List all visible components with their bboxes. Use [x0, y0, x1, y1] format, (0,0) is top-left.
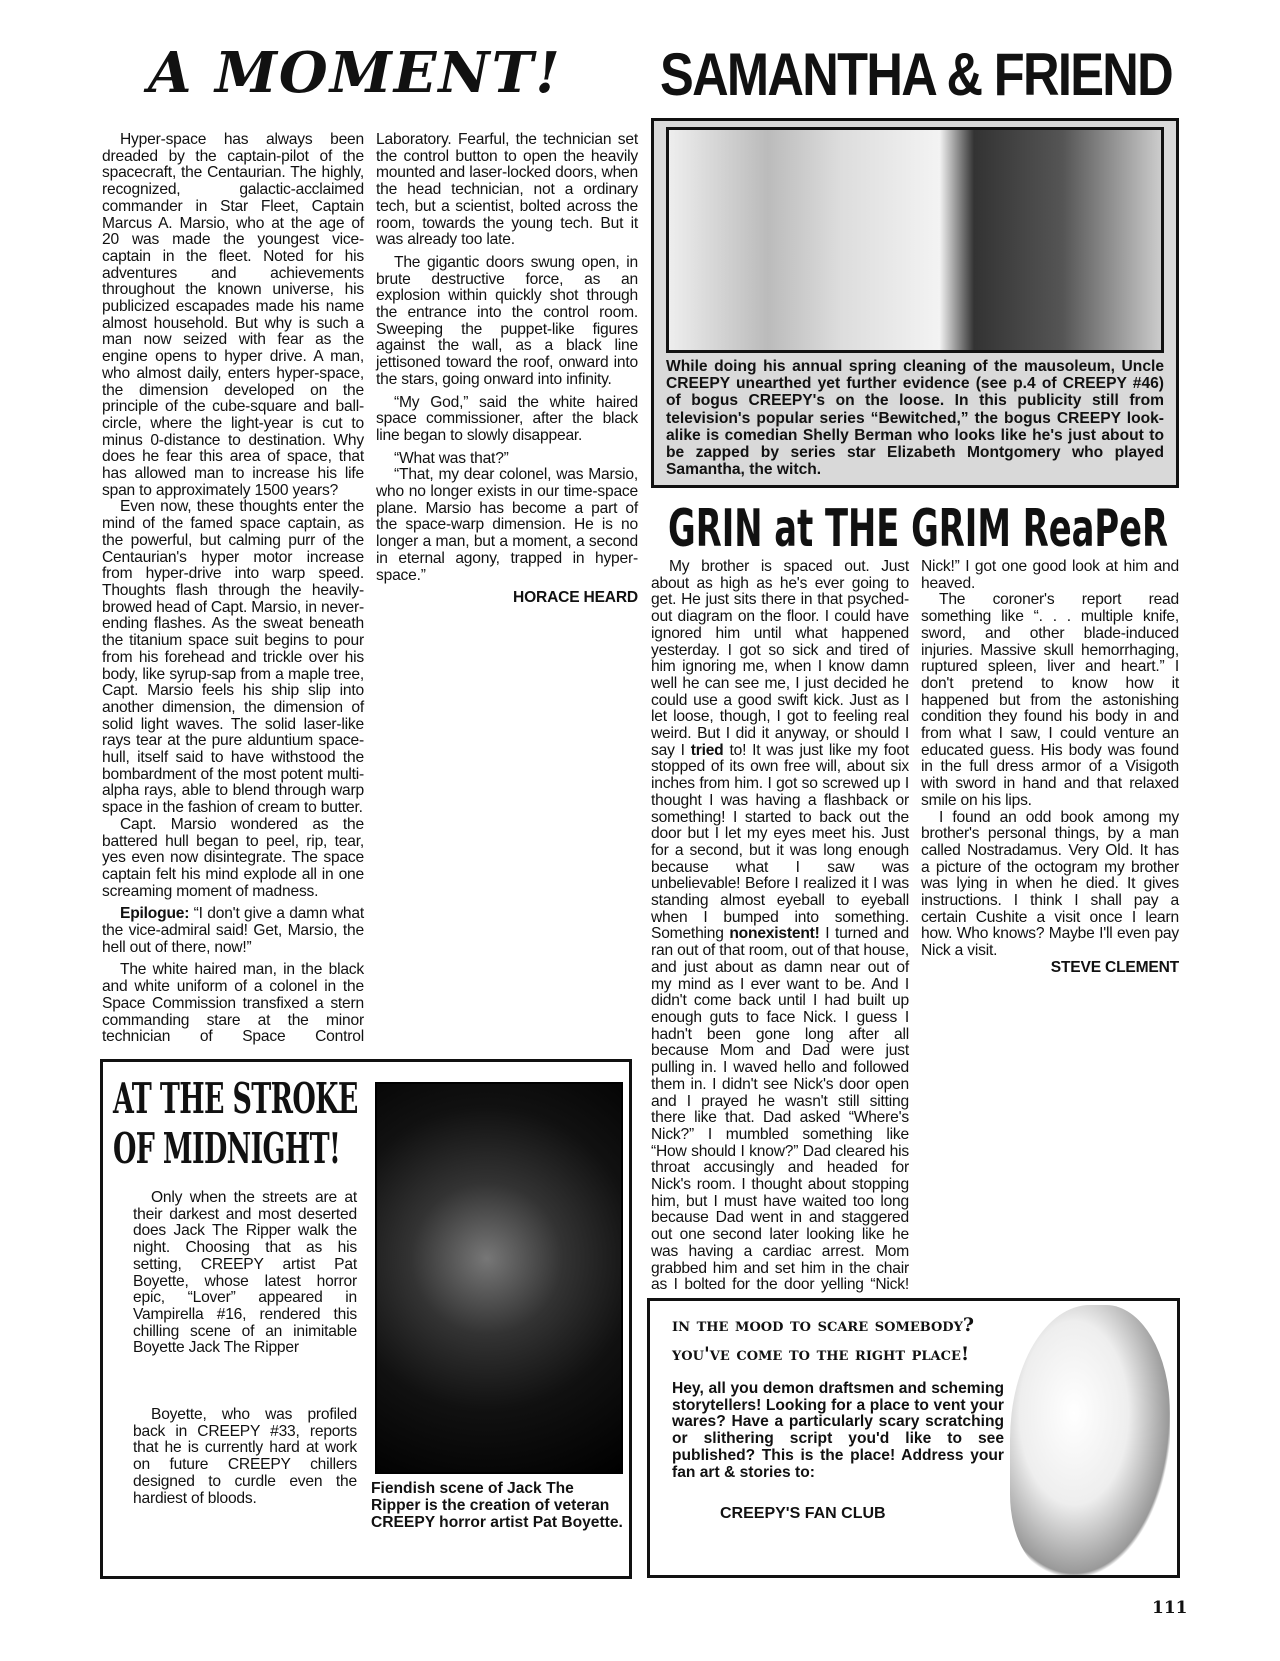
fan-club-address: CREEPY'S FAN CLUB: [720, 1505, 886, 1522]
emphasis: nonexistent!: [729, 925, 820, 943]
paragraph: The gigantic doors swung open, in brute destructive force, as an explosion within quickly shot through the entrance into the control room. Sweeping the puppet-like figures against the wall, as a black line jettisoned toward the roof, onward into the stars, going onward into infinity.: [376, 253, 638, 388]
emphasis: tried: [690, 741, 724, 759]
paragraph: Hyper-space has always been dreaded by the captain-pilot of the spacecraft, the Centaurian. The highly, recognized, galactic-acclaimed commander in Star Fleet, Captain Marcus A. Marsio, who at the age of 20 was made the youngest vice-captain in the fleet. Noted for his adventures and achievements throughout the known universe, his publicized escapades made his name almost household. But why is such a man now seized with fear as the engine opens to hyper drive. A man, who almost daily, enters hyper-space, the dimension developed on the principle of the cube-square and ball-circle, where the light-year is cut to minus 0-distance to destination. Why does he fear this area of space, that has allowed man to increase his life span to approximately 1500 years?: [102, 131, 364, 499]
paragraph: Capt. Marsio wondered as the battered hull began to peel, rip, tear, yes even now disintegrate. The space captain felt his mind explode all in one screaming moment of madness.: [102, 815, 364, 900]
samantha-box: [651, 118, 1179, 488]
samantha-title: SAMANTHA & FRIEND: [660, 41, 1173, 108]
text: I turned and ran out of that room, out of that house, and just about as damn near out of my mind as I ever want to be. And I didn't come back until I had built up enough guts to face Nick. I guess I hadn't been gone long after all because Mom and Dad were just pulling in. I waved hello and followed them in. I didn't see Nick's door open and I prayed he wasn't still sitting there like that. Dad asked “Where's Nick?” I mumbled something like “How should I know?” Dad cleared his throat accusingly and headed for Nick's room. I thought about stopping him, but I must have waited too long because Dad went in and staggered out one second later looking like he was having a cardiac arrest. Mom grabbed him and set him in the chair as I bolted for the door yelling “Nick! Nick!” I got one good look at him and heaved.: [651, 558, 1179, 1294]
stroke-title: AT THE STROKE OF MIDNIGHT!: [113, 1074, 358, 1173]
creepy-illustration: [1010, 1305, 1170, 1575]
paragraph: Only when the streets are at their darkest and most deserted does Jack The Ripper walk the night. Choosing that as his setting, CREEPY artist Pat Boyette, whose latest horror epic, “Lover” appeared in Vampirella #16, rendered this chilling scene of an inimitable Boyette Jack The Ripper: [133, 1189, 357, 1357]
text: My brother is spaced out. Just about as high as he's ever going to get. He just sits there in that psyched-out diagram on the floor. I could have ignored him until what happened yesterday. I got so sick and tired of him ignoring me, when I know damn well he can see me, I just decided he could use a good swift kick. Just as I let loose, though, I got to feeling real weird. But I did it anyway, or should I say I: [651, 558, 909, 759]
samantha-caption: While doing his annual spring cleaning of the mausoleum, Uncle CREEPY unearthed yet further evidence (see p.4 of CREEPY #46) of bogus CREEPY's on the loose. In this publicity still from television's popular series “Bewitched,” the bogus CREEPY look-alike is comedian Shelly Berman who looks like he's just about to be zapped by series star Elizabeth Montgomery who played Samantha, the witch.: [666, 358, 1164, 479]
fan-club-headline: [672, 1311, 1012, 1369]
epilogue-label: Epilogue:: [120, 905, 190, 923]
paragraph: Boyette, who was profiled back in CREEPY #33, reports that he is currently hard at work on future CREEPY chillers designed to curdle even the hardiest of bloods.: [133, 1406, 357, 1507]
author-byline: STEVE CLEMENT: [1050, 958, 1179, 976]
paragraph: Even now, these thoughts enter the mind of the famed space captain, as the powerful, but calming purr of the Centaurian's hyper motor increase from hyper-drive into warp speed. Thoughts flash through the heavily-browed head of Capt. Marsio, in never-ending flashes. As the sweat beneath the titanium space suit begins to pour from his forehead and trickle over his body, like syrup-sap from a maple tree, Capt. Marsio feels his ship slip into another dimension, the dimension of solid light waves. The solid laser-like rays tear at the pure alduntium space-hull, itself said to have withstood the bombardment of the most potent multi-alpha rays, able to blend through warp space in the fashion of cream to butter.: [102, 498, 364, 817]
jack-the-ripper-illustration: [375, 1082, 623, 1474]
paragraph: “My God,” said the white haired space commissioner, after the black line began to slowly disappear.: [376, 393, 638, 444]
text: to! It was just like my foot stopped of its own free will, about six inches from him. I got so screwed up I thought I was having a flashback or something! I started to back out the door but I let my eyes meet his. Just for a second, but it was long enough because what I saw was unbelievable! Before I realized it I was standing almost eyeball to eyeball when I bumped into something. Something: [651, 741, 909, 943]
paragraph: I found an odd book among my brother's personal things, by a man called Nostradamus. Very Old. It has a picture of the octogram my brother was lying in when he died. It gives instructions. I think I shall pay a certain Cushite a visit once I learn how. Who knows? Maybe I'll even pay Nick a visit.: [921, 808, 1179, 960]
fan-club-box: [647, 1298, 1180, 1578]
epilogue-paragraph: [102, 906, 364, 956]
paragraph: “What was that?”: [394, 449, 509, 467]
illustration-caption: Fiendish scene of Jack The Ripper is the creation of veteran CREEPY horror artist Pat Boyette.: [371, 1480, 623, 1531]
samantha-photo: [666, 127, 1164, 353]
headline-line: you've come to the right place!: [672, 1343, 970, 1365]
grin-title: GRIN at THE GRIM ReaPeR: [668, 499, 1169, 559]
epilogue-text: “I don't give a damn what the vice-admiral said! Get, Marsio, the hell out of there, now!”: [102, 905, 364, 956]
page-number: 111: [1152, 1598, 1188, 1618]
headline-line: in the mood to scare somebody?: [672, 1314, 974, 1336]
paragraph: “That, my dear colonel, was Marsio, who no longer exists in our time-space plane. Marsio has become a part of the space-warp dimension. He is no longer a man, but a moment, a second in eternal agony, trapped in hyper-space.”: [376, 466, 638, 584]
stroke-text: [133, 1190, 357, 1572]
grin-article: [651, 559, 1179, 1294]
paragraph: The coroner's report read something like “. . . multiple knife, sword, and other blade-induced injuries. Massive skull hemorrhaging, ruptured spleen, liver and heart.” I don't pretend to know how it happened but from the astonishing condition they found his body in and from what I saw, I could venture an educated guess. His body was found in the full dress armor of a Visigoth with sword in hand and that relaxed smile on his lips.: [921, 591, 1179, 809]
author-byline: HORACE HEARD: [513, 589, 638, 607]
moment-title: A MOMENT!: [148, 40, 562, 106]
fan-club-text: Hey, all you demon draftsmen and scheming storytellers! Looking for a place to vent your wares? Have a particularly scary scratching or slithering script you'd like to see published? This is the place! Address your fan art & stories to:: [672, 1380, 1004, 1481]
moment-article: [102, 132, 638, 1052]
paragraph: The white haired man, in the black and white uniform of a colonel in the Space Commission transfixed a stern commanding stare at the minor technician of Space Control Laboratory. Fearful, the technician set the control button to open the heavily mounted and laser-locked doors, when the head technician, not a ordinary tech, but a scientist, bolted across the room, towards the young tech. But it was already too late.: [102, 131, 638, 1046]
stroke-box: [100, 1059, 632, 1579]
